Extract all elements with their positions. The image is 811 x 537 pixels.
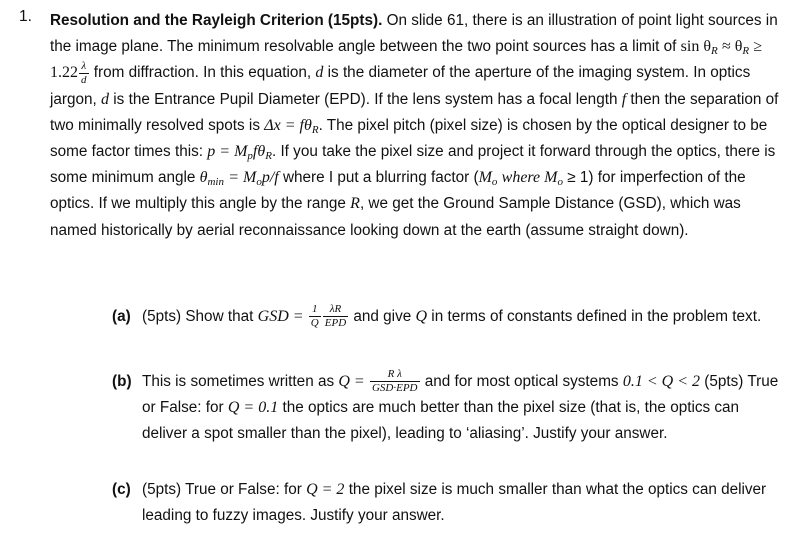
text-segment: is the diameter of the aperture of the imaging system. In optics jargon, <box>50 64 751 108</box>
text-segment: the pixel size is much smaller than what the optics can deliver leading to fuzzy images. Justify your answer. <box>142 481 767 525</box>
math-mo: where M <box>501 169 558 187</box>
math-subscript: p <box>247 150 253 163</box>
text-segment: where I put a blurring factor ( <box>283 169 479 187</box>
fraction-lambda-d <box>79 61 89 86</box>
problem-statement: Resolution and the Rayleigh Criterion (15pts). On slide 61, there is an illustration of point light sources in the image plane. The minimum resolvable angle between the two point sources has a limit of $\sin \theta_R \approx \theta_R \ge 1.22$ $\frac{\lambda}{d}$ from diffraction. In this equation, d is the diameter of the aperture of the imaging system. In optics jargon, d is the Entrance Pupil Diameter (EPD). If the lens system has a focal length f then the separation of two minimally resolved spots is $\Delta x = f\theta_R$. The pixel pitch (pixel size) is chosen by the optical designer to be some factor times this: $p = M_pf\theta_R$. If you take the pixel size and project it forward through the optics, there is some minimum angle $\theta_{min} = M_op/f$ where I put a blurring factor ($M_o$ where $M_o \ge 1$) for imperfection of the optics. If we multiply this angle by the range R, we get the Ground Sample Distance (GSD), which was named historically by aerial reconnaissance looking down at the earth (assume straight down). <box>50 12 779 239</box>
math-theta: θ <box>199 169 208 187</box>
text-segment: If you take the pixel size and project it forward through the optics, there is some minimum angle <box>50 143 776 187</box>
frac-den: EPD <box>324 317 347 330</box>
math-q01: Q = 0.1 <box>227 399 279 417</box>
text-segment: This is sometimes written as <box>142 373 335 390</box>
math-subscript: o <box>491 176 498 189</box>
frac-num: λ <box>79 61 89 74</box>
text-segment: and give <box>353 308 412 325</box>
text-segment: ≥ 1) for imperfection of the optics. If we multiply this angle by the range <box>50 169 746 213</box>
math-var-d: d <box>315 64 324 82</box>
math-min-eq: = M <box>228 169 257 187</box>
math-subscript: R <box>311 123 319 136</box>
fraction-1-q <box>309 304 321 329</box>
math-subscript: o <box>256 176 262 189</box>
part-a-label: (a) <box>112 308 131 325</box>
math-p-eq: p = M <box>207 143 248 161</box>
math-subscript: R <box>265 150 272 163</box>
text-segment: then the separation of two minimally resolved spots is <box>50 90 779 134</box>
fraction-lr-epd <box>323 304 348 329</box>
math-subscript: R <box>710 45 718 58</box>
problem-number: 1. <box>19 8 32 25</box>
text-segment: (5pts) True or False: for <box>142 481 302 498</box>
text-segment: (5pts) True or False: for <box>142 373 779 417</box>
math-var-f: f <box>621 90 627 108</box>
frac-num: 1 <box>309 304 321 317</box>
math-pf: p/f <box>261 169 279 187</box>
part-b <box>112 369 782 448</box>
text-segment: and for most optical systems <box>424 373 619 390</box>
math-subscript: R <box>742 45 750 58</box>
math-subscript: min <box>207 176 224 189</box>
frac-den: d <box>81 73 87 86</box>
frac-den: Q <box>310 317 319 330</box>
text-segment: in terms of constants defined in the problem text. <box>431 308 762 325</box>
math-ftheta: fθ <box>252 143 266 161</box>
math-q-eq: Q = <box>338 373 365 390</box>
math-sin: sin θ <box>680 38 711 56</box>
text-segment: the optics are much better than the pixel size (that is, the optics can deliver a spot smaller than the pixel), leading to ‘aliasing’. Justify your answer. <box>142 399 740 443</box>
text-segment: On slide 61, there is an illustration of point light sources in the image plane. The minimum resolvable angle between the two point sources has a limit of <box>50 12 778 56</box>
math-var-M: M <box>478 169 492 187</box>
math-range: 0.1 < Q < 2 <box>622 373 700 390</box>
part-c <box>112 477 782 529</box>
problem-title: Resolution and the Rayleigh Criterion (15pts). <box>50 12 383 29</box>
frac-num: λR <box>323 304 348 317</box>
math-q2: Q = 2 <box>306 481 345 498</box>
math-subscript: o <box>557 176 563 189</box>
frac-den: GSD·EPD <box>371 382 418 395</box>
text-segment: The pixel pitch (pixel size) is chosen by the optical designer to be some factor times this: <box>50 116 768 161</box>
part-c-label: (c) <box>112 481 131 498</box>
math-q: Q <box>415 308 428 325</box>
fraction-rl-gsd-epd <box>370 369 420 394</box>
math-approx: ≈ θ <box>721 38 743 56</box>
math-var-R: R <box>350 195 360 213</box>
text-segment: from diffraction. In this equation, <box>93 64 312 82</box>
text-segment: is the Entrance Pupil Diameter (EPD). If the lens system has a focal length <box>113 90 618 108</box>
text-segment: (5pts) Show that <box>142 308 254 325</box>
math-gsd: GSD = <box>257 308 304 325</box>
text-segment: , we get the Ground Sample Distance (GSD), which was named historically by aerial reconnaissance looking down at the earth (assume straight down). <box>50 195 741 239</box>
part-a <box>112 304 782 330</box>
math-geq: ≥ 1.22 <box>50 38 763 82</box>
math-var-d: d <box>101 90 110 108</box>
frac-num: R λ <box>370 369 420 382</box>
math-dx: Δx = fθ <box>264 116 312 134</box>
part-b-label: (b) <box>112 373 132 390</box>
